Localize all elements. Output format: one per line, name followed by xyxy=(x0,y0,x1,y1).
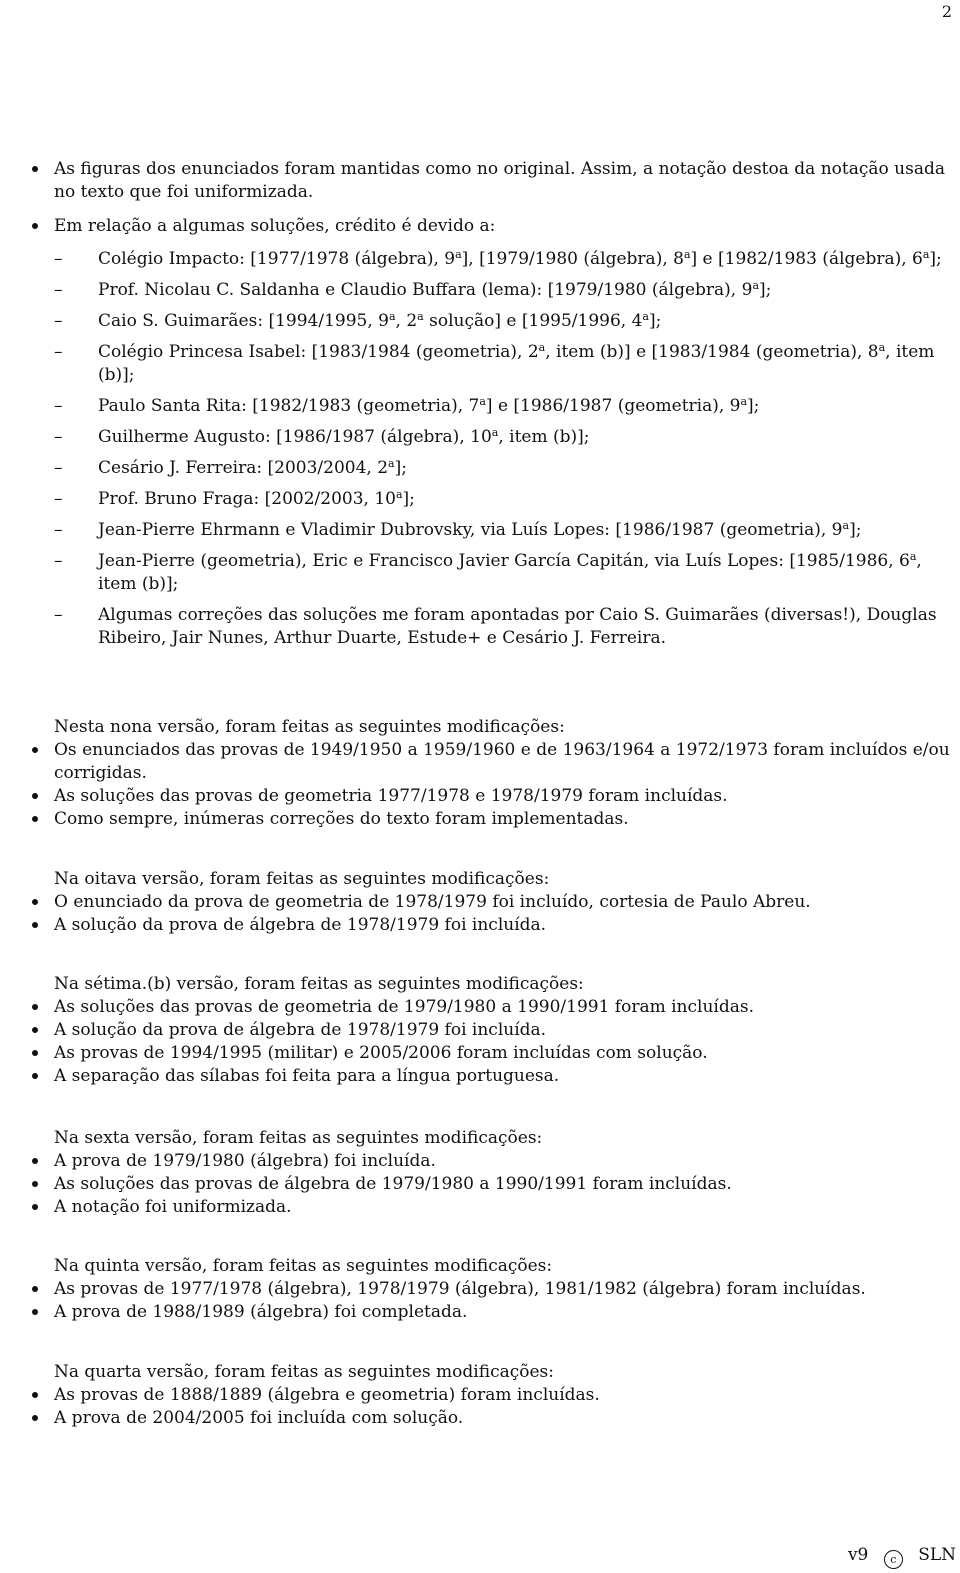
footer xyxy=(848,1544,956,1569)
section-heading: Na oitava versão, foram feitas as seguintes modificações: xyxy=(54,869,550,889)
list-item: As provas de 1994/1995 (militar) e 2005/2006 foram incluídas com solução. xyxy=(54,1042,959,1065)
author-label: SLN xyxy=(918,1545,956,1565)
modifications-list xyxy=(54,1150,959,1219)
credit-item: – Jean-Pierre (geometria), Eric e Francisco Javier García Capitán, via Luís Lopes: [1985/1986, 6$^a$, item (b)]; xyxy=(98,550,959,596)
section-heading: Na quinta versão, foram feitas as seguintes modificações: xyxy=(54,1256,553,1276)
section-heading: Na sexta versão, foram feitas as seguintes modificações: xyxy=(54,1128,543,1148)
version-6-section xyxy=(54,1127,959,1219)
credit-item: – Algumas correções das soluções me foram apontadas por Caio S. Guimarães (diversas!), Douglas Ribeiro, Jair Nunes, Arthur Duarte, Estude+ e Cesário J. Ferreira. xyxy=(98,604,959,650)
list-item: As figuras dos enunciados foram mantidas como no original. Assim, a notação destoa da notação usada no texto que foi uniformizada. xyxy=(54,158,959,204)
credit-item: – Colégio Princesa Isabel: [1983/1984 (geometria), 2$^a$, item (b)] e [1983/1984 (geometria), 8$^a$, item (b)]; xyxy=(98,341,959,387)
list-item xyxy=(54,215,959,650)
list-item: A separação das sílabas foi feita para a língua portuguesa. xyxy=(54,1065,959,1088)
credit-item: – Paulo Santa Rita: [1982/1983 (geometria), 7$^a$] e [1986/1987 (geometria), 9$^a$]; xyxy=(98,395,959,418)
modifications-list xyxy=(54,996,959,1088)
list-item: O enunciado da prova de geometria de 1978/1979 foi incluído, cortesia de Paulo Abreu. xyxy=(54,891,959,914)
copyright-icon: c xyxy=(884,1550,903,1569)
credits-list xyxy=(98,248,959,650)
section-heading: Na quarta versão, foram feitas as seguintes modificações: xyxy=(54,1362,554,1382)
list-item: As soluções das provas de geometria 1977/1978 e 1978/1979 foram incluídas. xyxy=(54,785,959,808)
list-item: As soluções das provas de álgebra de 1979/1980 a 1990/1991 foram incluídas. xyxy=(54,1173,959,1196)
modifications-list xyxy=(54,739,959,831)
notes-list xyxy=(54,158,959,650)
version-9-section xyxy=(54,716,959,831)
list-item: A solução da prova de álgebra de 1978/1979 foi incluída. xyxy=(54,1019,959,1042)
notes-section xyxy=(54,158,959,658)
modifications-list xyxy=(54,891,959,937)
list-item: A prova de 1979/1980 (álgebra) foi incluída. xyxy=(54,1150,959,1173)
credit-item: – Caio S. Guimarães: [1994/1995, 9$^a$, 2$^a$ solução] e [1995/1996, 4$^a$]; xyxy=(98,310,959,333)
list-item: Os enunciados das provas de 1949/1950 a 1959/1960 e de 1963/1964 a 1972/1973 foram incluídos e/ou corrigidas. xyxy=(54,739,959,785)
list-item: Como sempre, inúmeras correções do texto foram implementadas. xyxy=(54,808,959,831)
version-4-section xyxy=(54,1361,959,1430)
credit-item: – Prof. Bruno Fraga: [2002/2003, 10$^a$]; xyxy=(98,488,959,511)
credit-item: – Prof. Nicolau C. Saldanha e Claudio Buffara (lema): [1979/1980 (álgebra), 9$^a$]; xyxy=(98,279,959,302)
list-item: A notação foi uniformizada. xyxy=(54,1196,959,1219)
section-heading: Na sétima.(b) versão, foram feitas as seguintes modificações: xyxy=(54,974,584,994)
page-number: 2 xyxy=(941,2,952,21)
credit-item: – Jean-Pierre Ehrmann e Vladimir Dubrovsky, via Luís Lopes: [1986/1987 (geometria), 9$^a$]; xyxy=(98,519,959,542)
credits-intro: Em relação a algumas soluções, crédito é devido a: xyxy=(54,216,496,236)
modifications-list xyxy=(54,1278,959,1324)
credit-item: – Guilherme Augusto: [1986/1987 (álgebra), 10$^a$, item (b)]; xyxy=(98,426,959,449)
version-label: v9 xyxy=(847,1545,869,1565)
version-7b-section xyxy=(54,973,959,1088)
list-item: A prova de 2004/2005 foi incluída com solução. xyxy=(54,1407,959,1430)
credit-item: – Colégio Impacto: [1977/1978 (álgebra), 9$^a$], [1979/1980 (álgebra), 8$^a$] e [1982/1983 (álgebra), 6$^a$]; xyxy=(98,248,959,271)
credit-item: – Cesário J. Ferreira: [2003/2004, 2$^a$]; xyxy=(98,457,959,480)
modifications-list xyxy=(54,1384,959,1430)
list-item: As soluções das provas de geometria de 1979/1980 a 1990/1991 foram incluídas. xyxy=(54,996,959,1019)
list-item: A solução da prova de álgebra de 1978/1979 foi incluída. xyxy=(54,914,959,937)
section-heading: Nesta nona versão, foram feitas as seguintes modificações: xyxy=(54,717,565,737)
version-8-section xyxy=(54,868,959,937)
list-item: A prova de 1988/1989 (álgebra) foi completada. xyxy=(54,1301,959,1324)
list-item: As provas de 1977/1978 (álgebra), 1978/1979 (álgebra), 1981/1982 (álgebra) foram incluídas. xyxy=(54,1278,959,1301)
list-item: As provas de 1888/1889 (álgebra e geometria) foram incluídas. xyxy=(54,1384,959,1407)
version-5-section xyxy=(54,1255,959,1324)
